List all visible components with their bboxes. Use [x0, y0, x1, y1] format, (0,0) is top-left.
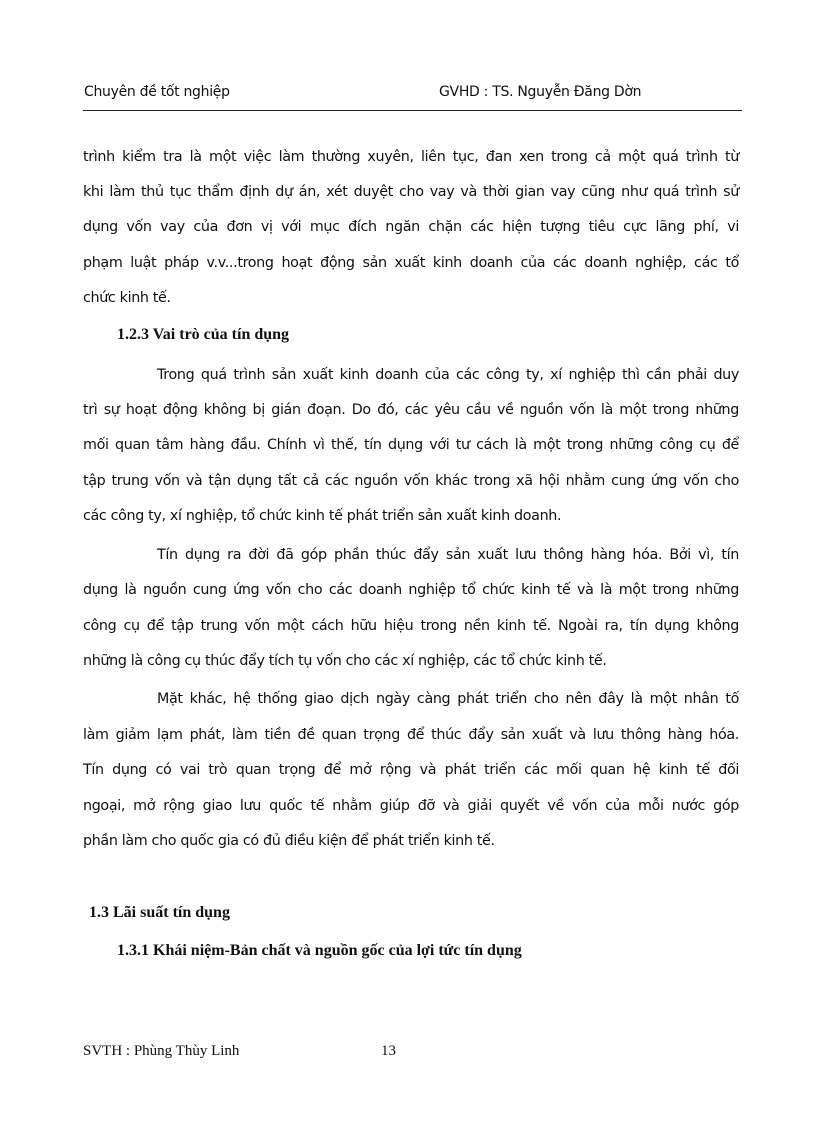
- text-line: làm giảm lạm phát, làm tiền đề quan trọng để thúc đẩy sản xuất và lưu thông hàng hóa.: [83, 727, 739, 743]
- text-line: khi làm thủ tục thẩm định dự án, xét duyệt cho vay và thời gian vay cũng như quá trình sử: [83, 184, 739, 200]
- text-line: dụng là nguồn cung ứng vốn cho các doanh nghiệp tổ chức kinh tế và là một trong những: [83, 582, 739, 598]
- page-number: 13: [381, 1043, 396, 1059]
- text-line: công cụ để tập trung vốn một cách hữu hiệu trong nền kinh tế. Ngoài ra, tín dụng không: [83, 618, 739, 634]
- section-heading-1-2-3: 1.2.3 Vai trò của tín dụng: [117, 326, 290, 343]
- text-line: trì sự hoạt động không bị gián đoạn. Do đó, các yêu cầu về nguồn vốn là một trong những: [83, 402, 739, 418]
- text-line: Mặt khác, hệ thống giao dịch ngày càng phát triển cho nên đây là một nhân tố: [157, 691, 739, 707]
- section-heading-1-3-1: 1.3.1 Khái niệm-Bản chất và nguồn gốc của lợi tức tín dụng: [117, 942, 522, 959]
- header-supervisor: GVHD : TS. Nguyễn Đăng Dờn: [439, 84, 642, 100]
- text-line: Trong quá trình sản xuất kinh doanh của các công ty, xí nghiệp thì cần phải duy: [157, 367, 739, 383]
- text-line: Tín dụng ra đời đã góp phần thúc đẩy sản xuất lưu thông hàng hóa. Bởi vì, tín: [157, 547, 739, 563]
- text-line: phạm luật pháp v.v...trong hoạt động sản xuất kinh doanh của các doanh nghiệp, các tổ: [83, 255, 739, 271]
- text-line: phần làm cho quốc gia có đủ điều kiện để phát triển kinh tế.: [83, 833, 495, 849]
- text-line: Tín dụng có vai trò quan trọng để mở rộng và phát triển các mối quan hệ kinh tế đối: [83, 762, 739, 778]
- text-line: ngoại, mở rộng giao lưu quốc tế nhằm giúp đỡ và giải quyết về vốn của mỗi nước góp: [83, 798, 739, 814]
- text-line: dụng vốn vay của đơn vị với mục đích ngăn chặn các hiện tượng tiêu cực lãng phí, vi: [83, 219, 739, 235]
- text-line: mối quan tâm hàng đầu. Chính vì thế, tín dụng với tư cách là một trong những công cụ để: [83, 437, 739, 453]
- text-line: trình kiểm tra là một việc làm thường xuyên, liên tục, đan xen trong cả một quá trình từ: [83, 149, 739, 165]
- text-line: những là công cụ thúc đẩy tích tụ vốn cho các xí nghiệp, các tổ chức kinh tế.: [83, 653, 607, 669]
- text-line: chức kinh tế.: [83, 290, 171, 306]
- section-heading-1-3: 1.3 Lãi suất tín dụng: [89, 904, 230, 921]
- header-title: Chuyên đề tốt nghiệp: [84, 84, 230, 100]
- footer-author: SVTH : Phùng Thùy Linh: [83, 1043, 240, 1059]
- text-line: các công ty, xí nghiệp, tổ chức kinh tế phát triển sản xuất kinh doanh.: [83, 508, 562, 524]
- text-line: tập trung vốn và tận dụng tất cả các nguồn vốn khác trong xã hội nhằm cung ứng vốn cho: [83, 473, 739, 489]
- page-header: [83, 82, 742, 111]
